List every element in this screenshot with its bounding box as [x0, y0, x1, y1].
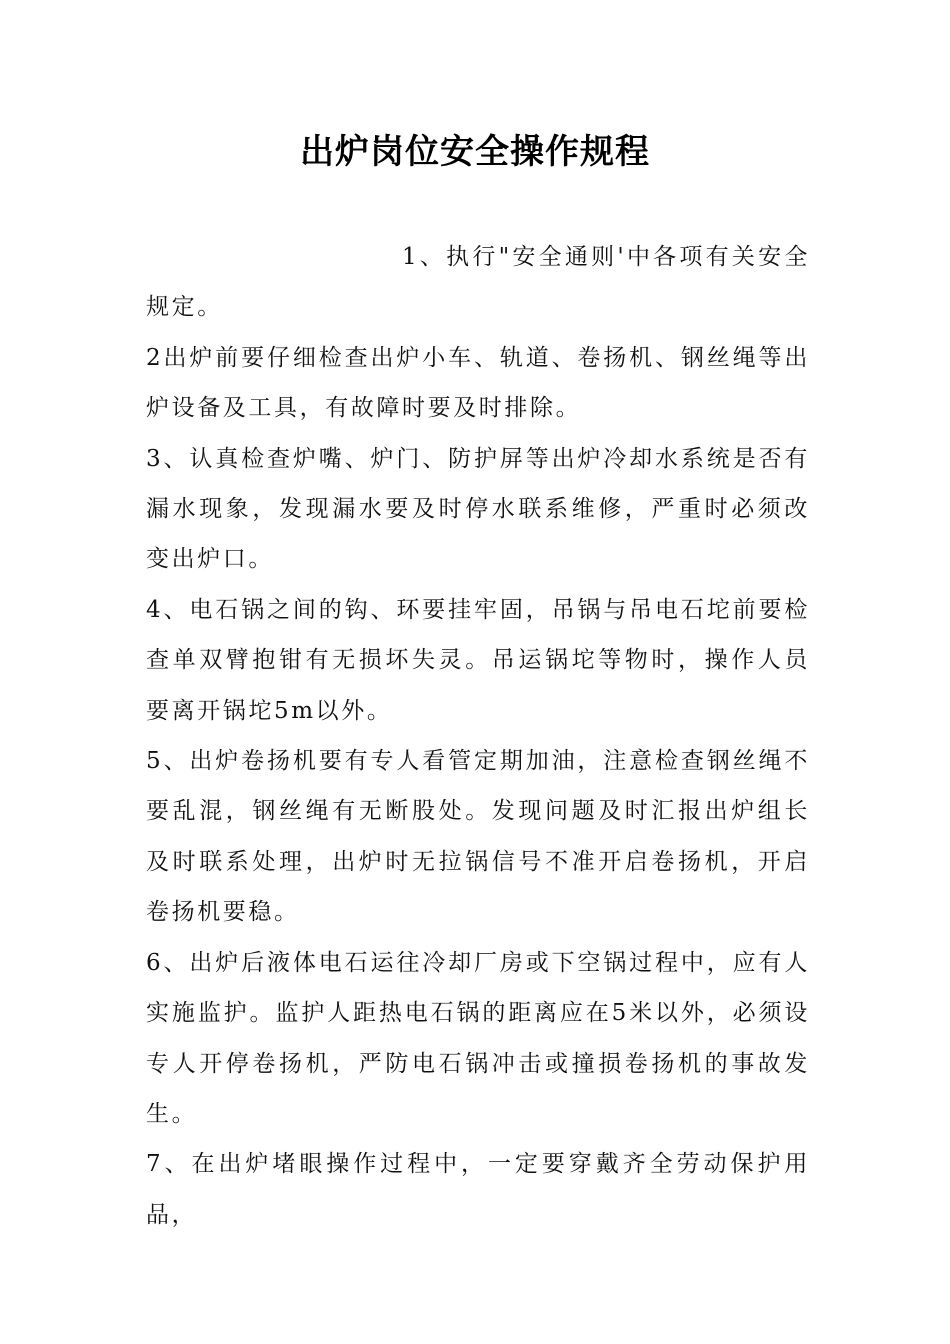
paragraph-5: 5、出炉卷扬机要有专人看管定期加油，注意检查钢丝绳不要乱混，钢丝绳有无断股处。发现问题及时汇报出炉组长及时联系处理，出炉时无拉锅信号不准开启卷扬机，开启卷扬机要稳。	[146, 748, 810, 926]
document-body	[146, 232, 810, 1240]
paragraph-6: 6、出炉后液体电石运往冷却厂房或下空锅过程中，应有人实施监护。监护人距热电石锅的距离应在5米以外，必须设专人开停卷扬机，严防电石锅冲击或撞损卷扬机的事故发生。	[146, 949, 810, 1127]
paragraph-7: 7、在出炉堵眼操作过程中，一定要穿戴齐全劳动保护用品，	[146, 1151, 810, 1228]
document-title: 出炉岗位安全操作规程	[300, 132, 650, 172]
paragraph-1: 1、执行"安全通则'中各项有关安全规定。	[146, 244, 810, 321]
paragraph-3: 3、认真检查炉嘴、炉门、防护屏等出炉冷却水系统是否有漏水现象，发现漏水要及时停水联系维修，严重时必须改变出炉口。	[146, 445, 810, 573]
paragraph-4: 4、电石锅之间的钩、环要挂牢固，吊锅与吊电石坨前要检查单双臂抱钳有无损坏失灵。吊运锅坨等物时，操作人员要离开锅坨5m以外。	[146, 596, 810, 724]
paragraph-2: 2出炉前要仔细检查出炉小车、轨道、卷扬机、钢丝绳等出炉设备及工具，有故障时要及时排除。	[146, 344, 810, 422]
